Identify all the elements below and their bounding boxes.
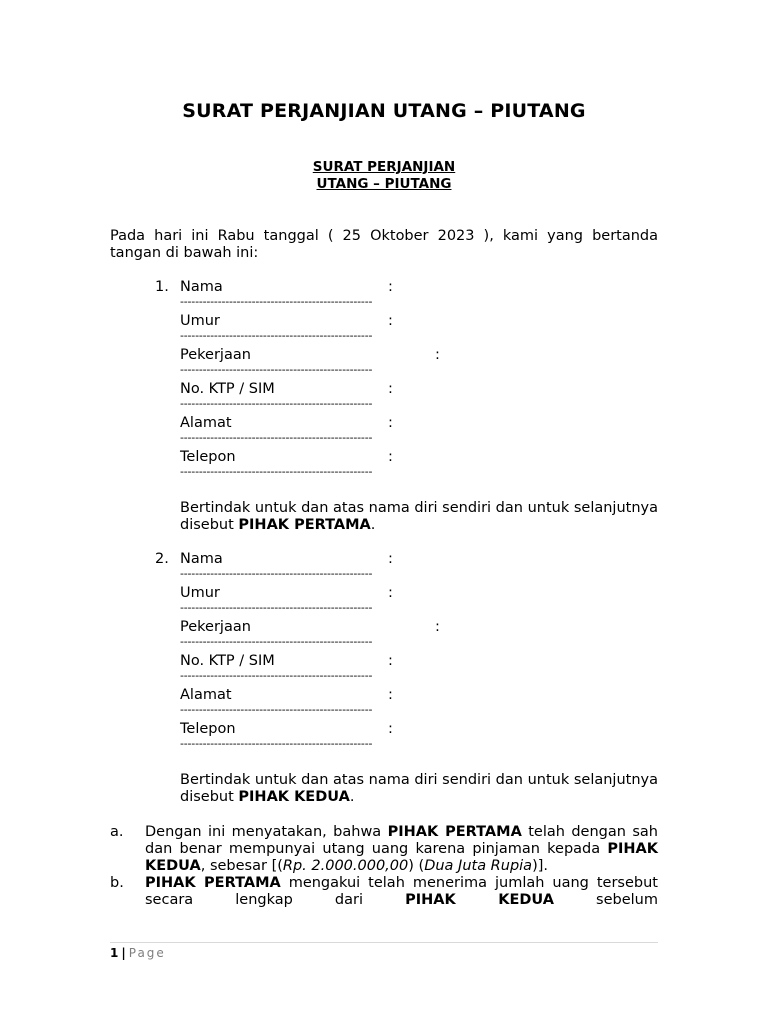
clause-list bbox=[110, 824, 658, 909]
party1-field-pekerjaan bbox=[155, 347, 485, 381]
field-colon: : bbox=[388, 381, 393, 397]
party2-field-alamat bbox=[155, 687, 485, 721]
field-colon: : bbox=[388, 313, 393, 329]
party2-number: 2. bbox=[155, 551, 169, 567]
party1-field-nama bbox=[155, 279, 485, 313]
field-fill-line: --------------------------------------------------- bbox=[180, 397, 373, 410]
party2-field-telepon bbox=[155, 721, 485, 755]
field-fill-line: --------------------------------------------------- bbox=[180, 295, 373, 308]
field-label: Pekerjaan bbox=[180, 619, 251, 635]
footer-separator: | bbox=[121, 946, 126, 960]
statement-end: . bbox=[349, 789, 355, 805]
party1-field-telepon bbox=[155, 449, 485, 483]
party1-field-list bbox=[155, 279, 485, 483]
clause-text: ) ( bbox=[408, 858, 425, 874]
clause-party-name: PIHAK KEDUA bbox=[145, 841, 658, 874]
field-colon: : bbox=[435, 347, 440, 363]
field-label: No. KTP / SIM bbox=[180, 381, 275, 397]
field-fill-line: --------------------------------------------------- bbox=[180, 329, 373, 342]
field-label: No. KTP / SIM bbox=[180, 653, 275, 669]
party2-role: PIHAK KEDUA bbox=[238, 789, 350, 805]
statement-end: . bbox=[370, 517, 376, 533]
clause-b-marker: b. bbox=[110, 875, 124, 891]
page-word: Page bbox=[128, 946, 166, 960]
field-label: Umur bbox=[180, 585, 220, 601]
field-fill-line: --------------------------------------------------- bbox=[180, 669, 373, 682]
clause-party-name: PIHAK PERTAMA bbox=[387, 824, 522, 840]
clause-b bbox=[110, 875, 658, 909]
party1-role: PIHAK PERTAMA bbox=[238, 517, 371, 533]
field-fill-line: --------------------------------------------------- bbox=[180, 601, 373, 614]
clause-text: , sebesar [( bbox=[200, 858, 283, 874]
party2-statement bbox=[180, 772, 658, 806]
field-label: Telepon bbox=[180, 449, 236, 465]
clause-text: telah dengan sah dan benar mempunyai utang uang karena pinjaman kepada bbox=[145, 824, 658, 857]
footer-divider bbox=[110, 942, 658, 943]
field-label: Alamat bbox=[180, 687, 232, 703]
party1-field-umur bbox=[155, 313, 485, 347]
statement-text: Bertindak untuk dan atas nama diri sendiri dan untuk selanjutnya disebut bbox=[180, 500, 658, 533]
clause-text: )]. bbox=[532, 858, 549, 874]
party2-field-ktp bbox=[155, 653, 485, 687]
field-fill-line: --------------------------------------------------- bbox=[180, 363, 373, 376]
party1-field-alamat bbox=[155, 415, 485, 449]
clause-text: mengakui telah menerima jumlah uang tersebut secara lengkap dari bbox=[145, 875, 658, 908]
field-fill-line: --------------------------------------------------- bbox=[180, 703, 373, 716]
clause-text: sebelum bbox=[553, 892, 658, 908]
field-colon: : bbox=[388, 449, 393, 465]
field-colon: : bbox=[388, 415, 393, 431]
field-colon: : bbox=[388, 279, 393, 295]
party2-field-umur bbox=[155, 585, 485, 619]
page-footer bbox=[110, 946, 166, 960]
field-fill-line: --------------------------------------------------- bbox=[180, 737, 373, 750]
party2-field-nama bbox=[155, 551, 485, 585]
clause-a-marker: a. bbox=[110, 824, 124, 840]
clause-a bbox=[110, 824, 658, 875]
field-colon: : bbox=[388, 687, 393, 703]
clause-a-text bbox=[145, 824, 658, 875]
subtitle-line-1: SURAT PERJANJIAN bbox=[312, 159, 456, 175]
field-colon: : bbox=[388, 585, 393, 601]
field-fill-line: --------------------------------------------------- bbox=[180, 465, 373, 478]
field-label: Telepon bbox=[180, 721, 236, 737]
clause-b-text bbox=[145, 875, 658, 909]
loan-amount-words: Dua Juta Rupia bbox=[424, 858, 533, 874]
field-label: Nama bbox=[180, 279, 223, 295]
loan-amount-figure: Rp. 2.000.000,00 bbox=[282, 858, 409, 874]
field-fill-line: --------------------------------------------------- bbox=[180, 567, 373, 580]
party1-number: 1. bbox=[155, 279, 169, 295]
clause-text: Dengan ini menyatakan, bahwa bbox=[145, 824, 388, 840]
party2-field-list bbox=[155, 551, 485, 755]
field-label: Nama bbox=[180, 551, 223, 567]
field-label: Pekerjaan bbox=[180, 347, 251, 363]
field-fill-line: --------------------------------------------------- bbox=[180, 635, 373, 648]
document-title: SURAT PERJANJIAN UTANG – PIUTANG bbox=[182, 100, 586, 122]
field-label: Alamat bbox=[180, 415, 232, 431]
field-colon: : bbox=[388, 721, 393, 737]
document-subtitle bbox=[0, 159, 768, 193]
statement-text: Bertindak untuk dan atas nama diri sendiri dan untuk selanjutnya disebut bbox=[180, 772, 658, 805]
party1-statement bbox=[180, 500, 658, 534]
party1-field-ktp bbox=[155, 381, 485, 415]
party2-field-pekerjaan bbox=[155, 619, 485, 653]
clause-party-name: PIHAK KEDUA bbox=[405, 892, 554, 908]
clause-party-name: PIHAK PERTAMA bbox=[145, 875, 281, 891]
field-colon: : bbox=[388, 653, 393, 669]
field-label: Umur bbox=[180, 313, 220, 329]
field-fill-line: --------------------------------------------------- bbox=[180, 431, 373, 444]
page-number: 1 bbox=[110, 946, 119, 960]
field-colon: : bbox=[435, 619, 440, 635]
intro-paragraph: Pada hari ini Rabu tanggal ( 25 Oktober 2023 ), kami yang bertanda tangan di bawah ini: bbox=[110, 228, 658, 261]
field-colon: : bbox=[388, 551, 393, 567]
subtitle-line-2: UTANG – PIUTANG bbox=[316, 176, 452, 192]
